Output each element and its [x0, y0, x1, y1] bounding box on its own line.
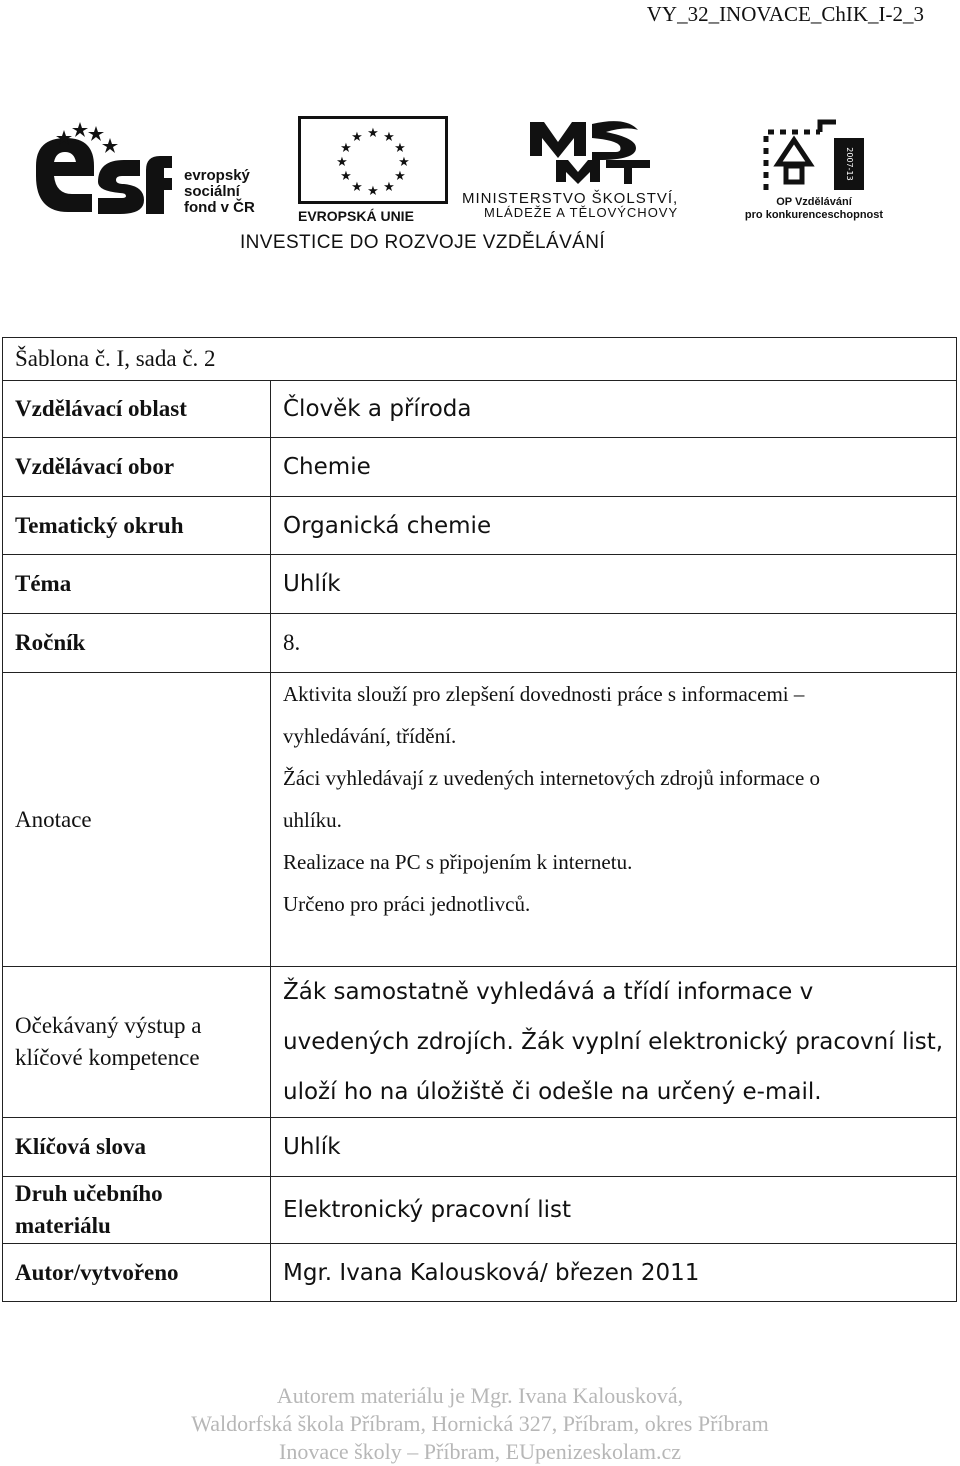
op-logo-text [730, 196, 898, 222]
svg-text:★: ★ [340, 141, 352, 156]
metadata-table [2, 337, 957, 1302]
msmt-logo-text [462, 192, 678, 220]
row-value: Organická chemie [271, 497, 957, 555]
footer-line: Autorem materiálu je Mgr. Ivana Kalousková, [276, 1383, 684, 1408]
op-years: 2007-13 [845, 147, 854, 181]
author-label: Autor/vytvořeno [3, 1244, 271, 1302]
grade-value: 8. [271, 614, 957, 673]
esf-logo [32, 118, 292, 228]
footer-line: Waldorfská škola Příbram, Hornická 327, Příbram, okres Příbram [191, 1411, 769, 1436]
table-row [3, 1244, 957, 1302]
eu-stars-icon [301, 119, 445, 201]
annotation-line: Realizace na PC s připojením k internetu. [283, 850, 633, 874]
svg-text:★: ★ [367, 184, 379, 199]
table-row [3, 673, 957, 967]
grade-label: Ročník [3, 614, 271, 673]
msmt-line-2: MLÁDEŽE A TĚLOVÝCHOVY [484, 205, 679, 220]
esf-line-1: evropský [184, 167, 250, 184]
eu-logo-text: EVROPSKÁ UNIE [298, 208, 414, 224]
svg-text:★: ★ [340, 169, 352, 184]
eu-logo [298, 116, 454, 226]
table-row [3, 438, 957, 497]
svg-text:★: ★ [383, 180, 395, 195]
table-row [3, 555, 957, 614]
esf-line-2: sociální [184, 183, 240, 200]
msmt-logo-mark [526, 116, 656, 188]
row-label: Vzdělávací obor [3, 438, 271, 497]
table-row [3, 338, 957, 381]
row-label: Tematický okruh [3, 497, 271, 555]
outcome-label: Očekávaný výstup a klíčové kompetence [3, 967, 271, 1118]
svg-text:★: ★ [351, 130, 363, 145]
table-row [3, 1118, 957, 1177]
op-logo [730, 116, 900, 226]
template-cell [3, 338, 957, 381]
annotation-line: uhlíku. [283, 808, 342, 832]
table-row [3, 381, 957, 438]
keywords-value: Uhlík [271, 1118, 957, 1177]
msmt-logo [462, 116, 722, 226]
table-row [3, 614, 957, 673]
svg-text:★: ★ [398, 155, 410, 170]
op-logo-mark [760, 116, 870, 194]
material-type-label: Druh učebního materiálu [3, 1177, 271, 1244]
row-value: Uhlík [271, 555, 957, 614]
esf-logo-mark [32, 118, 172, 218]
logo-bar [0, 108, 960, 268]
table-row [3, 967, 957, 1118]
op-line-2: pro konkurenceschopnost [744, 209, 884, 221]
annotation-label: Anotace [3, 673, 271, 967]
template-label: Šablona č. I, sada č. 2 [15, 346, 216, 371]
outcome-text: Žák samostatně vyhledává a třídí informace v uvedených zdrojích. Žák vyplní elektronický pracovní list, uloží ho na úložiště či odešle na určený e-mail. [271, 967, 957, 1118]
keywords-label: Klíčová slova [3, 1118, 271, 1177]
annotation-line: Určeno pro práci jednotlivců. [283, 892, 531, 916]
annotation-text [271, 673, 957, 967]
svg-text:★: ★ [336, 155, 348, 170]
document-code: VY_32_INOVACE_ChIK_I-2_3 [646, 2, 924, 26]
annotation-line: Žáci vyhledávají z uvedených internetových zdrojů informace o [283, 766, 821, 790]
row-label: Vzdělávací oblast [3, 381, 271, 438]
row-value: Člověk a příroda [271, 381, 957, 438]
annotation-line: vyhledávání, třídění. [283, 724, 457, 748]
svg-text:★: ★ [394, 141, 406, 156]
investment-tagline: INVESTICE DO ROZVOJE VZDĚLÁVÁNÍ [240, 232, 606, 253]
row-value: Chemie [271, 438, 957, 497]
msmt-line-1: MINISTERSTVO ŠKOLSTVÍ, [462, 190, 679, 207]
row-label: Téma [3, 555, 271, 614]
eu-flag [298, 116, 448, 204]
svg-text:★: ★ [367, 126, 379, 141]
footer-line: Inovace školy – Příbram, EUpenizeskolam.cz [279, 1439, 681, 1464]
op-line-1: OP Vzdělávání [776, 196, 852, 208]
material-type-value: Elektronický pracovní list [271, 1177, 957, 1244]
svg-text:★: ★ [394, 169, 406, 184]
esf-line-3: fond v ČR [184, 199, 255, 216]
annotation-line: Aktivita slouží pro zlepšení dovednosti práce s informacemi – [283, 682, 805, 706]
svg-text:★: ★ [383, 130, 395, 145]
esf-logo-text [184, 168, 255, 216]
table-row [3, 497, 957, 555]
author-value: Mgr. Ivana Kalousková/ březen 2011 [271, 1244, 957, 1302]
table-row [3, 1177, 957, 1244]
svg-text:★: ★ [351, 180, 363, 195]
footer [0, 1382, 960, 1466]
